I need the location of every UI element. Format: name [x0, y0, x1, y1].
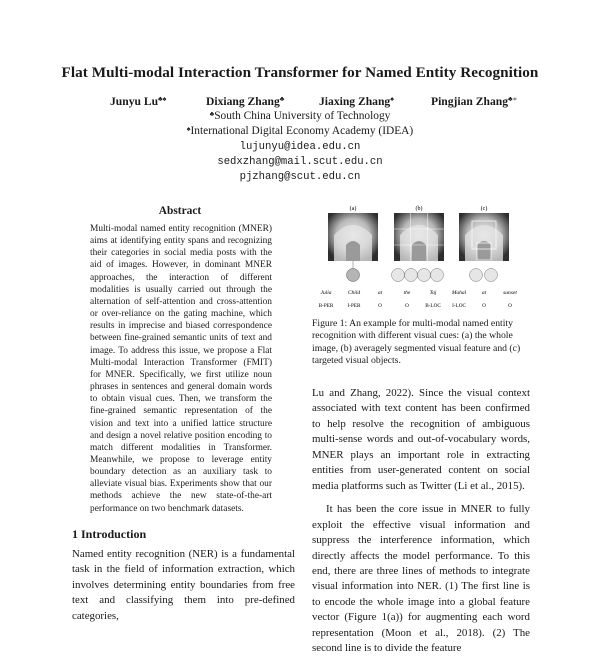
- introduction-text: Named entity recognition (NER) is a fundamental task in the field of information extraction, which involves determining entity boundaries from free text and classifying them into pre-defined categories,: [72, 548, 295, 622]
- author-3-mark: ♠: [390, 95, 394, 103]
- feature-circle-a: [347, 269, 360, 282]
- author-4-mark: ♣∗: [508, 95, 518, 103]
- email-1: lujunyu@idea.edu.cn: [239, 141, 361, 153]
- sentence-words: [321, 290, 518, 296]
- abstract-heading: Abstract: [158, 205, 202, 217]
- figure-1-caption: Figure 1: An example for multi-modal named entity recognition with different visual cues: (a) the whole image, (b) averagely segmented visual feature and (c) targeted visual objects.: [312, 318, 521, 366]
- feature-circle-b3: [418, 269, 431, 282]
- panel-label-c: (c): [480, 206, 488, 212]
- feature-circle-b2: [405, 269, 418, 282]
- word: Taj: [429, 290, 437, 296]
- email-3: pjzhang@scut.edu.cn: [239, 171, 361, 183]
- word: Child: [347, 290, 361, 296]
- paper-title: Flat Multi-modal Interaction Transformer for Named Entity Recognition: [61, 64, 539, 81]
- image-panel-a: [328, 213, 378, 261]
- author-3: Jiaxing Zhang♠: [319, 95, 394, 108]
- author-2: Dixiang Zhang♣: [206, 95, 285, 108]
- visual-feature-circles: [347, 261, 498, 282]
- entity-tags: [319, 303, 512, 309]
- section-heading-introduction: 1 Introduction: [72, 527, 147, 541]
- paragraph: It has been the core issue in MNER to fully exploit the effective visual information and suppress the interference information, which directly affects the model performance. To this end, there are three lines of methods to integrate visual information into NER. (1) The first line is to encode the whole image into a global feature vector (Figure 1(a)) for augmenting each word representation (Moon et al., 2018). (2) The second line is to divide the feature: [312, 503, 530, 655]
- word: the: [403, 290, 411, 296]
- tag: B-LOC: [425, 303, 441, 309]
- feature-circle-c1: [470, 269, 483, 282]
- word: at: [377, 290, 383, 296]
- image-panel-b: [394, 213, 444, 261]
- panel-label-b: (b): [415, 206, 423, 212]
- figure-1: [312, 203, 530, 315]
- tag: O: [482, 303, 486, 309]
- author-1-mark: ♣♠: [158, 95, 167, 103]
- tag: O: [405, 303, 409, 309]
- feature-circle-c2: [485, 269, 498, 282]
- abstract-text: Multi-modal named entity recognition (MNER) aims at identifying entity spans and recognizing their categories in social media posts with the aid of images. However, in dominant MNER approaches, the interaction of different modalities is usually carried out through the alternation of self-attention and cross-attention or over-reliance on the gating machine, which results in imprecise and biased correspondence between fine-grained semantic units of text and image. To address this issue, we propose a Flat Multi-modal Interaction Transformer (FMIT) for MNER. Specifically, we first utilize noun phrases in sentences and general domain words to obtain visual cues. Then, we transform the fine-grained semantic representation of the vision and text into a unified lattice structure and design a novel relative position encoding to match different modalities in Transformer. Meanwhile, we propose to leverage entity boundary detection as an auxiliary task to alleviate visual bias. Experiments show that our methods achieve the new state-of-the-art performance on two benchmark datasets.: [90, 224, 272, 514]
- affiliation-1: ♣South China University of Technology: [209, 110, 391, 122]
- author-1: Junyu Lu♣♠: [110, 95, 167, 108]
- image-panel-c: [459, 213, 509, 261]
- affiliation-2: ♠International Digital Economy Academy (IDEA): [186, 125, 414, 137]
- feature-circle-b4: [431, 269, 444, 282]
- word: sunset: [503, 290, 517, 296]
- paragraph: Lu and Zhang, 2022). Since the visual context associated with text content has been confirmed to help resolve the recognition of ambiguous multi-sense words and out-of-vocabulary words, MNER plays an important role in extracting entities from user-generated content on social media platforms such as Twitter (Li et al., 2015).: [312, 387, 530, 492]
- word: Mahal: [451, 290, 467, 296]
- feature-circle-b1: [392, 269, 405, 282]
- tag: O: [508, 303, 512, 309]
- email-2: sedxzhang@mail.scut.edu.cn: [217, 156, 383, 168]
- word: at: [481, 290, 487, 296]
- tag: I-LOC: [452, 303, 466, 309]
- tag: O: [378, 303, 382, 309]
- word: Julia: [320, 290, 332, 296]
- panel-label-a: (a): [349, 206, 357, 212]
- right-column-text: [312, 386, 530, 657]
- tag: B-PER: [318, 303, 334, 309]
- tag: I-PER: [347, 303, 361, 309]
- author-2-mark: ♣: [279, 95, 285, 103]
- author-4: Pingjian Zhang♣∗: [431, 95, 518, 108]
